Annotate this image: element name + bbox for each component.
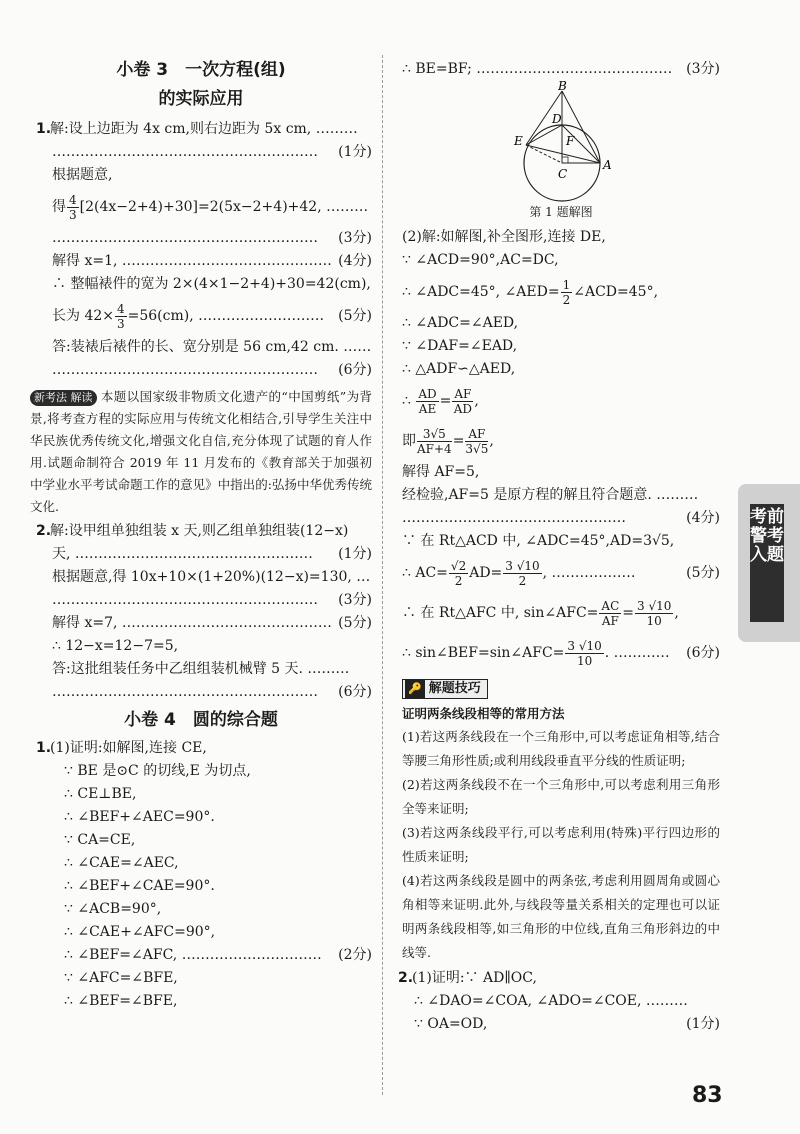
text-line: ∴ ∠BEF=∠BFE,: [64, 993, 178, 1009]
text-line: 解:设上边距为 4x cm,则右边距为 5x cm, ………: [50, 121, 358, 137]
text-line: ∵ BE 是⊙C 的切线,E 为切点,: [64, 763, 251, 779]
text-line: =: [622, 605, 634, 621]
dots: …………………………………………………: [52, 684, 318, 700]
fraction: $\frac{AF}{AD}$: [453, 386, 473, 416]
score: (5分): [686, 565, 720, 581]
text-line: ∴: [402, 393, 416, 409]
text-line: ∴ 整幅裱件的宽为 2×(4×1−2+4)+30=42(cm),: [52, 276, 371, 292]
text-line: ∴ BE=BF; ……………………………………: [402, 61, 673, 77]
text-line: ∴ ∠BEF+∠AEC=90°.: [64, 809, 215, 825]
side-tab: [738, 484, 800, 642]
text-line: 长为 42×: [52, 308, 114, 324]
text-line: ∵ OA=OD,: [414, 1016, 488, 1032]
text-line: ∴ ∠ADC=∠AED,: [402, 315, 519, 331]
text-line: ∵ ∠ACB=90°,: [64, 901, 162, 917]
text-line: 解得 x=7, ………………………………………: [52, 615, 332, 631]
score: (6分): [686, 645, 720, 661]
section4-title: 小卷 4 圆的综合题: [124, 710, 278, 730]
question-number: 2.: [36, 523, 52, 539]
question-number: 2.: [398, 970, 414, 986]
score: (3分): [686, 61, 720, 77]
text-line: 经检验,AF=5 是原方程的解且符合题意. ………: [402, 487, 699, 503]
dots: …………………………………………: [402, 510, 626, 526]
score: (3分): [338, 592, 372, 608]
text-line: (1)证明:如解图,连接 CE,: [50, 740, 207, 756]
text-line: ,: [474, 393, 479, 409]
fraction: $\frac{1}{2}$: [562, 277, 571, 307]
text-line: ∵ ∠DAF=∠EAD,: [402, 338, 518, 354]
segment-ec: [526, 145, 562, 163]
text-line: ∴ 12−x=12−7=5,: [52, 638, 179, 654]
column-divider: [382, 55, 383, 1095]
text-line: ∴ sin∠BEF=sin∠AFC=: [402, 645, 565, 661]
text-line: 根据题意,: [52, 167, 113, 183]
s4-question-1: [30, 737, 372, 1013]
new-method-note: [30, 386, 372, 518]
skill-item: (1)若这两条线段在一个三角形中,可以考虑证角相等,结合等腰三角形性质;或利用线段垂直平分线的性质证明;: [402, 729, 720, 768]
score: (1分): [338, 144, 372, 160]
score: (6分): [338, 362, 372, 378]
fraction: $\frac{3 √10}{2}$: [505, 558, 540, 588]
note-tag: 新考法 解读: [30, 390, 97, 406]
fraction: $\frac{4}{3}$: [69, 192, 77, 222]
question-2-right: [398, 967, 720, 1036]
page-number: 83: [692, 1083, 723, 1108]
skill-item: (4)若这两条线段是圆中的两条弦,考虑利用圆周角或圆心角相等来证明.此外,与线段等量关系相关的定理也可以证明两条线段相等,如三角形的中位线,直角三角形斜边的中线等.: [402, 873, 720, 960]
fraction: $\frac{AC}{AF}$: [601, 598, 620, 628]
text-line: ∵ ∠AFC=∠BFE,: [64, 970, 178, 986]
fraction: $\frac{AF}{3√5}$: [465, 426, 489, 456]
right-column: ∴ BE=BF; …………………………………… (3分) B D E F C A 第 1 题解图 (2)解:如解图,补全图形,连接 DE, ∵ ∠ACD=90°,AC=DC, ∴ ∠ADC=45°, ∠AED= $\frac{1}{2}$ ∠ACD=45°, ∴ ∠ADC=∠AED, ∵ ∠DAF=∠EAD, ∴ △ADF∽△AED, ∴ $\frac{AD}{AE}$ = $\frac{AF}{AD}$ , 即 $\frac{3√5}{AF+4}$ = $\frac{AF}{3√5}$ , 解得 AF=5, 经检验,AF=5 是原方程的解且符合题意. ……… ………………………………………… (4分) ∵ 在 Rt△ACD 中, ∠ADC=45°,AD=3√5, ∴ AC= $\frac{√2}{2}$ AD= $\frac{3 √10}{2}$ , ……………… (5分) ∴ 在 Rt△AFC 中, sin∠AFC= $\frac{AC}{AF}$ = $\frac{3 √10}{10}$ , ∴ sin∠BEF=sin∠AFC= $\frac{3 √10}{10}$ . ………… (6分) 🔑 解题技巧 证明两条线段相等的常用方法 (1)若这两条线段在一个三角形中,可以考虑证角相等,结合等腰三角形性质;或利用线段垂直平分线的性质证明; (2)若这两条线段不在一个三角形中,可以考虑利用三角形全等来证明; (3)若这两条线段平行,可以考虑利用(特殊)平行四边形的性质来证明; (4)若这两条线段是圆中的两条弦,考虑利用圆周角或圆心角相等来证明.此外,与线段等量关系相关的定理也可以证明两条线段相等,如三角形的中位线,直角三角形斜边的中线等. 2.(1)证明:∵ AD∥OC, ∴ ∠DAO=∠COA, ∠ADO=∠COE, ……… (1分) ∵ OA=OD,: [402, 58, 720, 1036]
fraction: $\frac{√2}{2}$: [450, 558, 467, 588]
text-line: ∴ ∠CAE+∠AFC=90°,: [64, 924, 216, 940]
text-line: ∴ ∠ADC=45°, ∠AED=: [402, 284, 560, 300]
dots: …………………………………………………: [52, 144, 318, 160]
text-line: 答:这批组装任务中乙组组装机械臂 5 天. ………: [52, 661, 350, 677]
circle-diagram: [402, 81, 720, 206]
figure-caption: 第 1 题解图: [529, 205, 593, 219]
text-line: 解:设甲组单独组装 x 天,则乙组单独组装(12−x): [50, 523, 349, 539]
fraction: $\frac{3√5}{AF+4}$: [417, 426, 452, 456]
text-line: ∴ ∠DAO=∠COA, ∠ADO=∠COE, ………: [414, 993, 688, 1009]
question-number: 1.: [36, 740, 52, 756]
text-line: ∴ CE⊥BE,: [64, 786, 137, 802]
text-line: . …………: [604, 645, 670, 661]
score: (3分): [338, 230, 372, 246]
score: (6分): [338, 684, 372, 700]
label-c: C: [558, 167, 568, 181]
text-line: ∠ACD=45°,: [573, 284, 659, 300]
dots: …………………………………………………: [52, 362, 318, 378]
score: (2分): [338, 947, 372, 963]
text-line: 即: [402, 433, 416, 449]
fraction: $\frac{3 √10}{10}$: [567, 638, 602, 668]
text-line: 解得 x=1, ………………………………………: [52, 253, 332, 269]
right-angle-mark: [562, 157, 568, 163]
score: (1分): [686, 1016, 720, 1032]
score: (5分): [338, 308, 372, 324]
score: (5分): [338, 615, 372, 631]
note-text: 本题以国家级非物质文化遗产的“中国剪纸”为背景,将考查方程的实际应用与传统文化相结合,引导学生关注中华民族优秀传统文化,增强文化自信,充分体现了试题的育人作用.试题命制符合 2019 年 11 月发布的《教育部关于加强初中学业水平考试命题工作的意见》中指出的:弘扬中华优秀传统文化.: [30, 389, 372, 514]
text-line: ∴ ∠CAE=∠AEC,: [64, 855, 179, 871]
section3-title: 小卷 3 一次方程(组): [116, 60, 286, 80]
text-line: ∴ AC=: [402, 565, 448, 581]
text-line: 解得 AF=5,: [402, 464, 480, 480]
text-line: (1)证明:∵ AD∥OC,: [412, 970, 537, 986]
geometry-figure: [402, 81, 720, 206]
question-1: [30, 118, 372, 382]
skill-item: (3)若这两条线段平行,可以考虑利用(特殊)平行四边形的性质来证明;: [402, 825, 720, 864]
left-column: [30, 58, 372, 1013]
text-line: 答:装裱后裱件的长、宽分别是 56 cm,42 cm. ……: [52, 339, 372, 355]
text-line: ,: [674, 605, 679, 621]
key-icon: 🔑: [405, 680, 425, 698]
text-line: (2)解:如解图,补全图形,连接 DE,: [402, 229, 606, 245]
section3-subtitle: 的实际应用: [158, 89, 244, 109]
skill-badge: [402, 679, 488, 699]
text-line: ∵ CA=CE,: [64, 832, 136, 848]
text-line: =56(cm), ………………………: [127, 308, 325, 324]
segment-ba: [562, 91, 600, 163]
text-line: ∴ ∠BEF=∠AFC, …………………………: [64, 947, 322, 963]
label-f: F: [566, 134, 575, 148]
skill-title: 证明两条线段相等的常用方法: [402, 706, 565, 721]
label-b: B: [558, 79, 567, 93]
fraction: $\frac{3 √10}{10}$: [637, 598, 672, 628]
text-line: , ………………: [542, 565, 636, 581]
segment-ea: [526, 145, 600, 163]
text-line: 得: [52, 199, 66, 215]
text-line: ∴ ∠BEF+∠CAE=90°.: [64, 878, 215, 894]
skill-label: 解题技巧: [428, 681, 481, 696]
score: (1分): [338, 546, 372, 562]
text-line: ∴ 在 Rt△AFC 中, sin∠AFC=: [402, 605, 599, 621]
fraction: $\frac{4}{3}$: [117, 301, 125, 331]
text-line: ∴ △ADF∽△AED,: [402, 361, 516, 377]
side-tab-label: 考前警考入题: [750, 504, 784, 622]
label-e: E: [514, 134, 523, 148]
text-line: AD=: [469, 565, 503, 581]
text-line: [2(4x−2+4)+30]=2(5x−2+4)+42, ………: [79, 199, 369, 215]
text-line: 根据题意,得 10x+10×(1+20%)(12−x)=130, …: [52, 569, 371, 585]
text-line: 天, ……………………………………………: [52, 546, 313, 562]
text-line: ∵ ∠ACD=90°,AC=DC,: [402, 252, 559, 268]
dots: …………………………………………………: [52, 592, 318, 608]
dots: …………………………………………………: [52, 230, 318, 246]
question-2: [30, 520, 372, 704]
label-a: A: [603, 158, 612, 172]
text-line: ,: [489, 433, 494, 449]
fraction: $\frac{AD}{AE}$: [418, 386, 437, 416]
score: (4分): [686, 510, 720, 526]
question-number: 1.: [36, 121, 52, 137]
skill-item: (2)若这两条线段不在一个三角形中,可以考虑利用三角形全等来证明;: [402, 777, 720, 816]
text-line: ∵ 在 Rt△ACD 中, ∠ADC=45°,AD=3√5,: [402, 533, 675, 549]
label-d: D: [552, 112, 562, 126]
score: (4分): [338, 253, 372, 269]
segment-ed: [526, 125, 562, 145]
